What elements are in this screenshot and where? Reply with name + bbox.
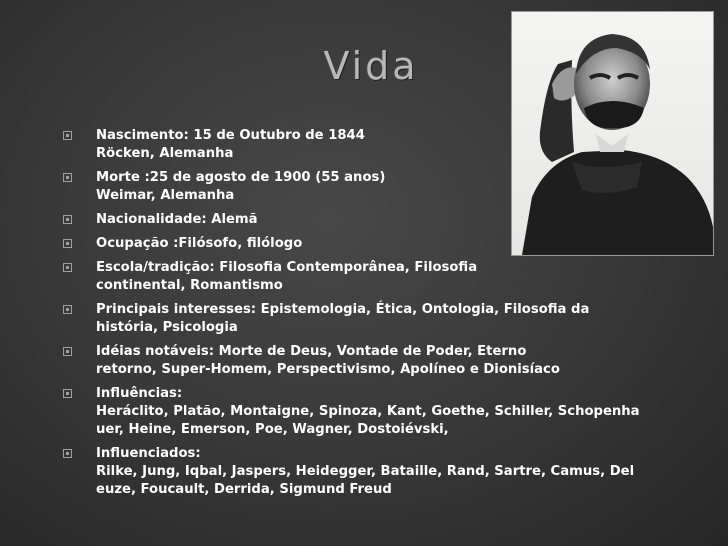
list-item: Ocupação :Filósofo, filólogo <box>62 235 702 253</box>
square-bullet-icon <box>63 239 72 248</box>
list-item: Escola/tradição: Filosofia Contemporânea, Filosofia continental, Romantismo <box>62 259 702 295</box>
square-bullet-icon <box>63 389 72 398</box>
list-item: Nacionalidade: Alemã <box>62 211 702 229</box>
list-item: Influências: Heráclito, Platão, Montaigne, Spinoza, Kant, Goethe, Schiller, Schopenha uer, Heine, Emerson, Poe, Wagner, Dostoiévski, <box>62 385 702 439</box>
list-item: Idéias notáveis: Morte de Deus, Vontade de Poder, Eterno retorno, Super-Homem, Perspectivismo, Apolíneo e Dionisíaco <box>62 343 702 379</box>
square-bullet-icon <box>63 263 72 272</box>
square-bullet-icon <box>63 449 72 458</box>
list-item: Influenciados: Rilke, Jung, Iqbal, Jaspers, Heidegger, Bataille, Rand, Sartre, Camus, Del euze, Foucault, Derrida, Sigmund Freud <box>62 445 702 499</box>
list-item: Nascimento: 15 de Outubro de 1844 Röcken, Alemanha <box>62 127 702 163</box>
square-bullet-icon <box>63 131 72 140</box>
info-list <box>62 127 702 505</box>
square-bullet-icon <box>63 215 72 224</box>
slide-title: Vida <box>323 44 419 88</box>
square-bullet-icon <box>63 305 72 314</box>
square-bullet-icon <box>63 173 72 182</box>
list-item: Morte :25 de agosto de 1900 (55 anos) Weimar, Alemanha <box>62 169 702 205</box>
list-item: Principais interesses: Epistemologia, Ética, Ontologia, Filosofia da história, Psicologia <box>62 301 702 337</box>
square-bullet-icon <box>63 347 72 356</box>
